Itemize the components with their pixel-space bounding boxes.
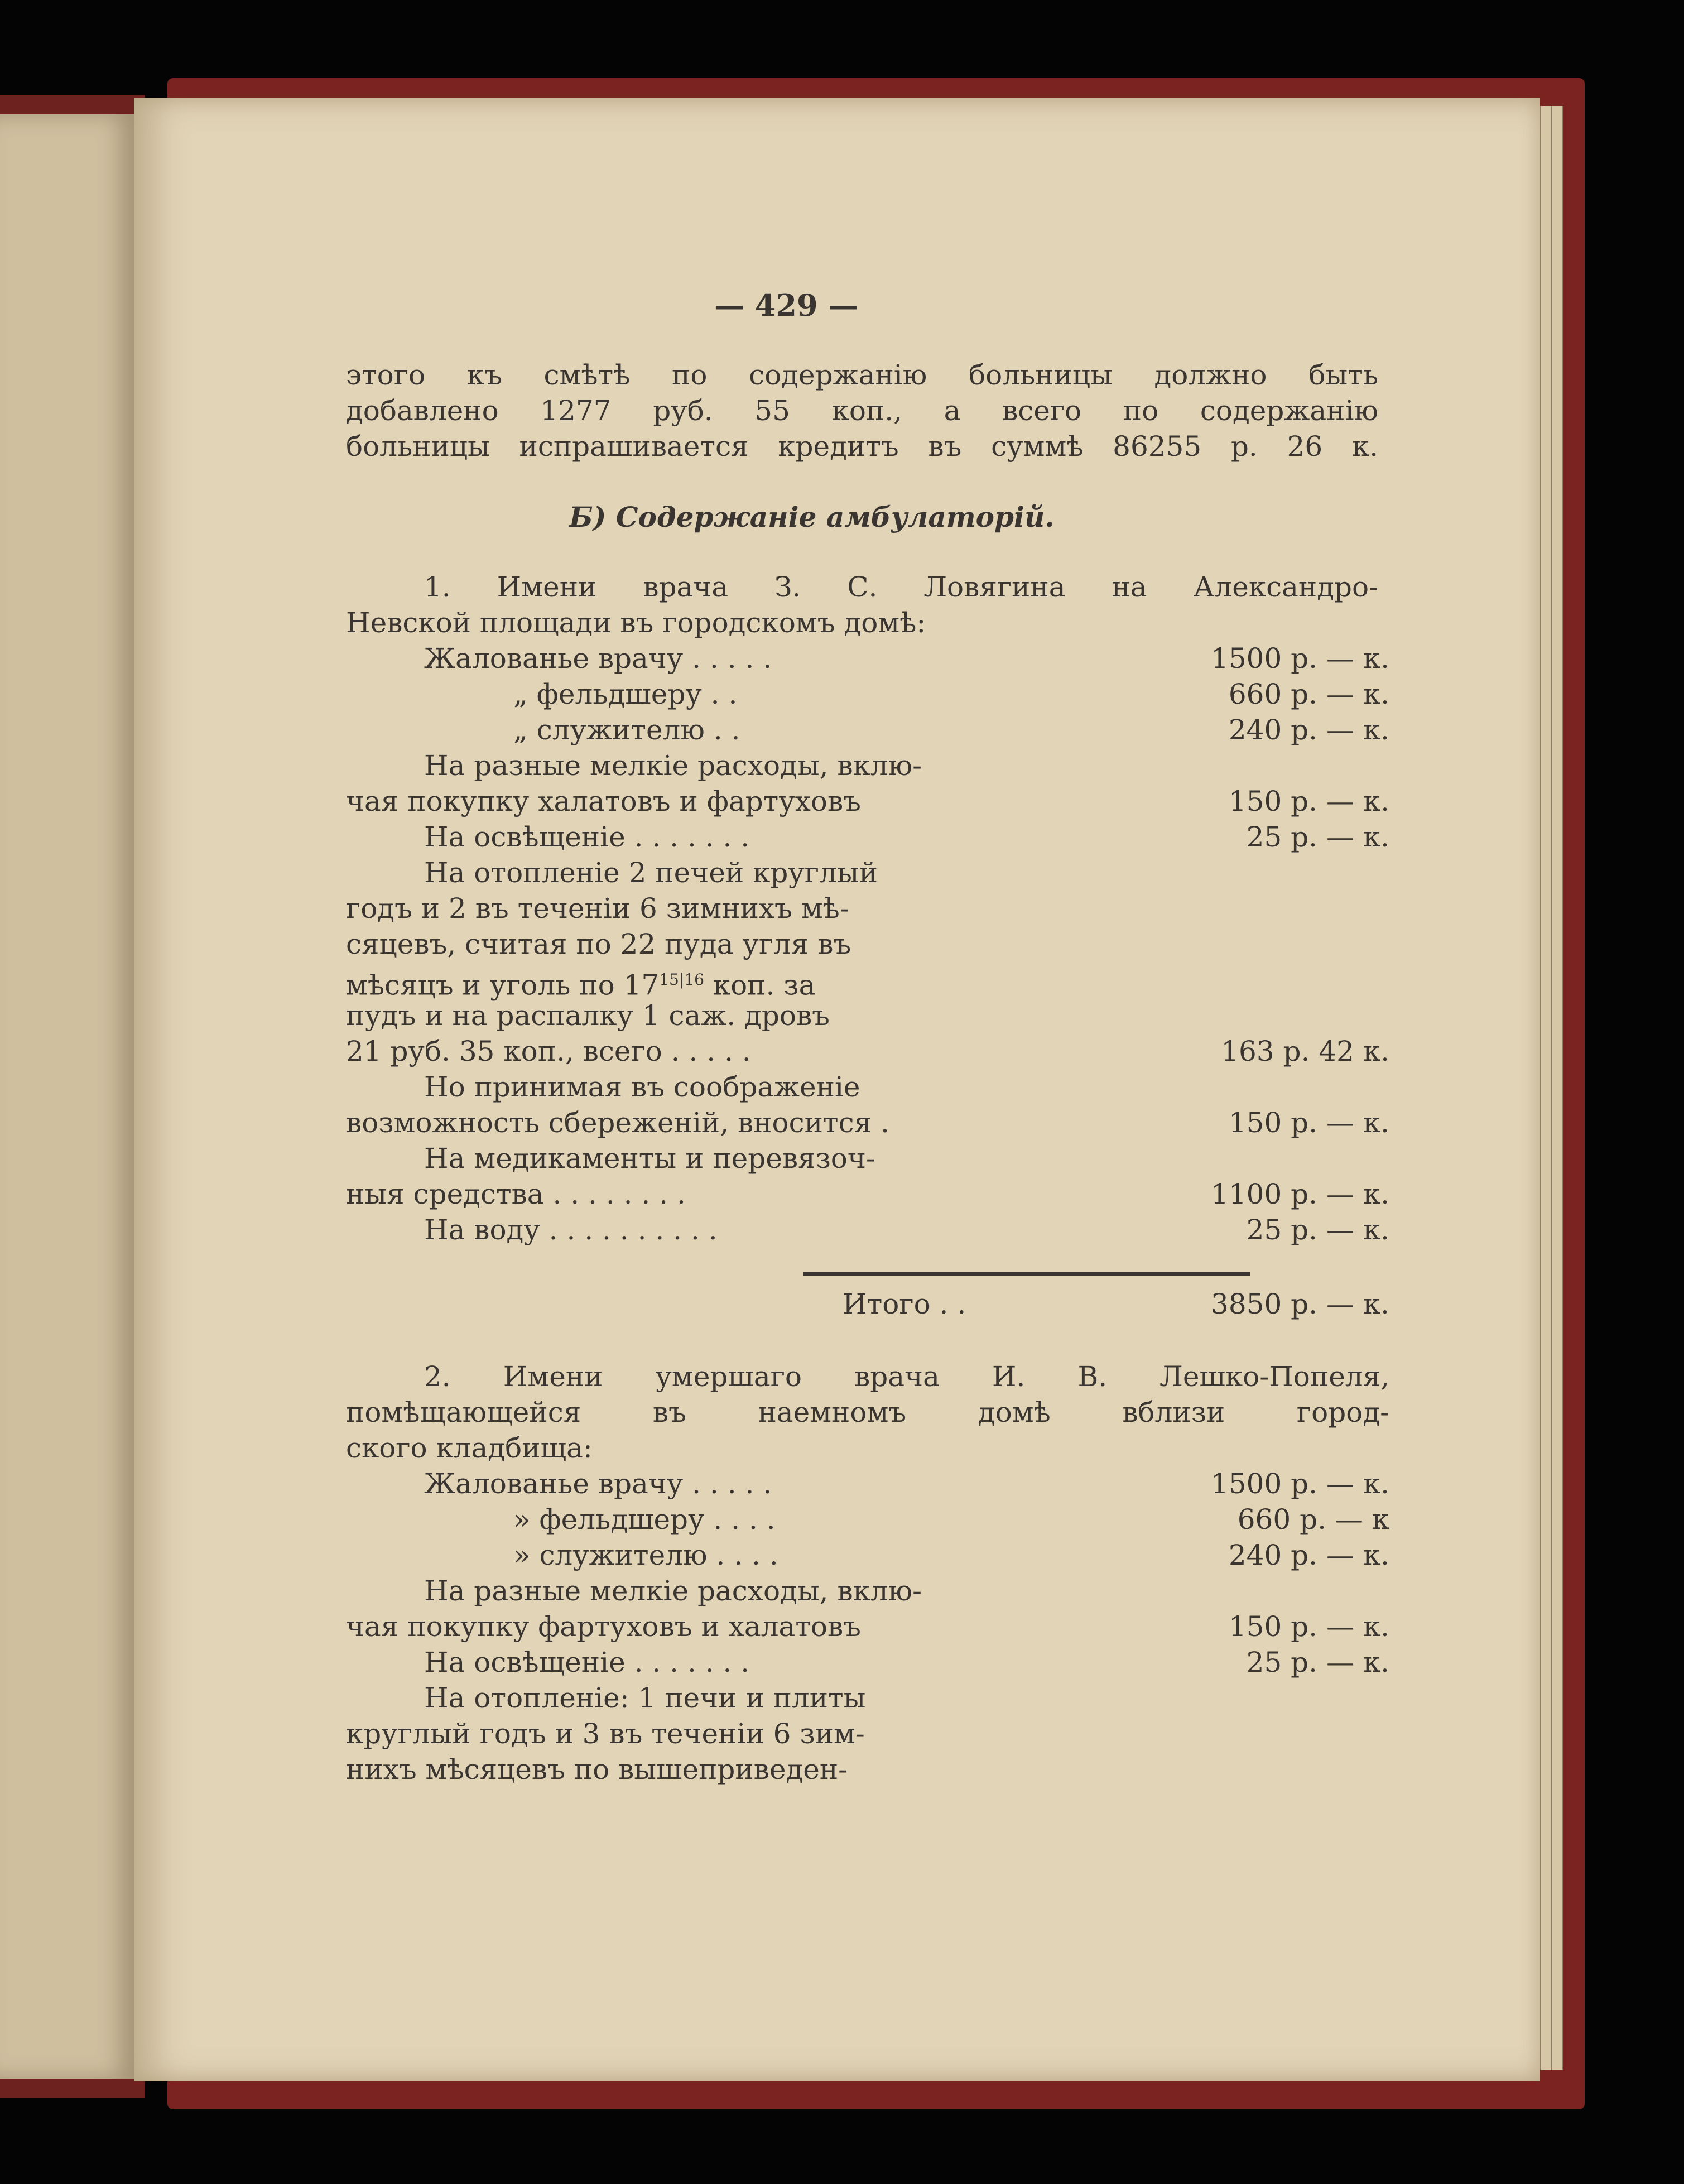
s1-item-amount: 25 р. — к. xyxy=(1246,821,1389,853)
s2-item-label: На освѣщеніе . . . . . . . xyxy=(424,1646,750,1678)
s2-item-label: » фельдшеру . . . . xyxy=(513,1503,776,1536)
s2-item-label: Жалованье врачу . . . . . xyxy=(424,1468,772,1500)
s1-item-label: „ фельдшеру . . xyxy=(513,678,738,710)
document-page xyxy=(134,98,1540,2081)
s2-item-label: На разные мелкіе расходы, вклю- xyxy=(424,1575,922,1607)
s1-item-label: На отопленіе 2 печей круглый xyxy=(424,857,878,889)
s1-item-label: возможность сбереженій, вносится . xyxy=(346,1107,889,1139)
total-rule xyxy=(803,1272,1250,1276)
s2-title: ского кладбища: xyxy=(346,1432,593,1464)
s1-title: 1. Имени врача З. С. Ловягина на Александро- xyxy=(424,571,1378,603)
s1-item-label: На разные мелкіе расходы, вклю- xyxy=(424,749,922,782)
s2-item-label: нихъ мѣсяцевъ по вышеприведен- xyxy=(346,1753,848,1786)
s2-title: помѣщающейся въ наемномъ домѣ вблизи город- xyxy=(346,1396,1389,1428)
s1-total-amount: 3850 р. — к. xyxy=(1211,1288,1389,1320)
s1-item-amount: 25 р. — к. xyxy=(1246,1214,1389,1246)
s2-item-label: » служителю . . . . xyxy=(513,1539,778,1571)
page-edge xyxy=(1541,106,1552,2070)
s2-item-amount: 150 р. — к. xyxy=(1228,1610,1389,1643)
s1-item-label: 21 руб. 35 коп., всего . . . . . xyxy=(346,1035,751,1067)
page-edge xyxy=(1552,106,1563,2070)
s1-item-amount: 1100 р. — к. xyxy=(1211,1178,1389,1210)
s1-item-label: ныя средства . . . . . . . . xyxy=(346,1178,686,1210)
intro-line: этого къ смѣтѣ по содержанію больницы должно быть xyxy=(346,359,1378,391)
s1-item-amount: 1500 р. — к. xyxy=(1211,642,1389,675)
s1-coal-line: мѣсяцъ и уголь по 17 xyxy=(346,969,660,1002)
s1-item-label: Но принимая въ соображеніе xyxy=(424,1071,860,1103)
s2-item-label: круглый годъ и 3 въ теченіи 6 зим- xyxy=(346,1718,865,1750)
s2-item-label: чая покупку фартуховъ и халатовъ xyxy=(346,1610,861,1643)
s2-item-amount: 240 р. — к. xyxy=(1228,1539,1389,1571)
s1-item-label: пудъ и на распалку 1 саж. дровъ xyxy=(346,999,830,1032)
intro-line: больницы испрашивается кредитъ въ суммѣ 86255 р. 26 к. xyxy=(346,430,1378,463)
page-number: — 429 — xyxy=(714,287,859,323)
s1-item-label xyxy=(346,962,815,1003)
s2-item-label: На отопленіе: 1 печи и плиты xyxy=(424,1682,866,1714)
fraction-suffix: коп. за xyxy=(713,969,816,1002)
intro-line: добавлено 1277 руб. 55 коп., а всего по содержанію xyxy=(346,395,1378,427)
fraction: 15|16 xyxy=(659,970,704,989)
s1-item-label: чая покупку халатовъ и фартуховъ xyxy=(346,785,861,817)
section-heading: Б) Содержаніе амбулаторій. xyxy=(569,501,1055,533)
s2-item-amount: 660 р. — к xyxy=(1237,1503,1389,1536)
s1-item-amount: 240 р. — к. xyxy=(1228,714,1389,746)
s1-item-amount: 163 р. 42 к. xyxy=(1221,1035,1389,1067)
s1-item-label: На воду . . . . . . . . . . xyxy=(424,1214,718,1246)
s1-item-label: На медикаменты и перевязоч- xyxy=(424,1142,875,1175)
left-page xyxy=(0,114,137,2079)
s1-item-label: Жалованье врачу . . . . . xyxy=(424,642,772,675)
s1-item-label: годъ и 2 въ теченіи 6 зимнихъ мѣ- xyxy=(346,892,849,925)
s1-item-amount: 150 р. — к. xyxy=(1228,785,1389,817)
s1-item-amount: 660 р. — к. xyxy=(1228,678,1389,710)
s1-item-label: „ служителю . . xyxy=(513,714,740,746)
s1-item-label: На освѣщеніе . . . . . . . xyxy=(424,821,750,853)
s2-title: 2. Имени умершаго врача И. В. Лешко-Попеля, xyxy=(424,1360,1389,1393)
s1-total-label: Итого . . xyxy=(843,1288,966,1320)
s1-item-label: сяцевъ, считая по 22 пуда угля въ xyxy=(346,928,851,960)
s1-item-amount: 150 р. — к. xyxy=(1228,1107,1389,1139)
s2-item-amount: 1500 р. — к. xyxy=(1211,1468,1389,1500)
s2-item-amount: 25 р. — к. xyxy=(1246,1646,1389,1678)
s1-title: Невской площади въ городскомъ домѣ: xyxy=(346,607,926,639)
